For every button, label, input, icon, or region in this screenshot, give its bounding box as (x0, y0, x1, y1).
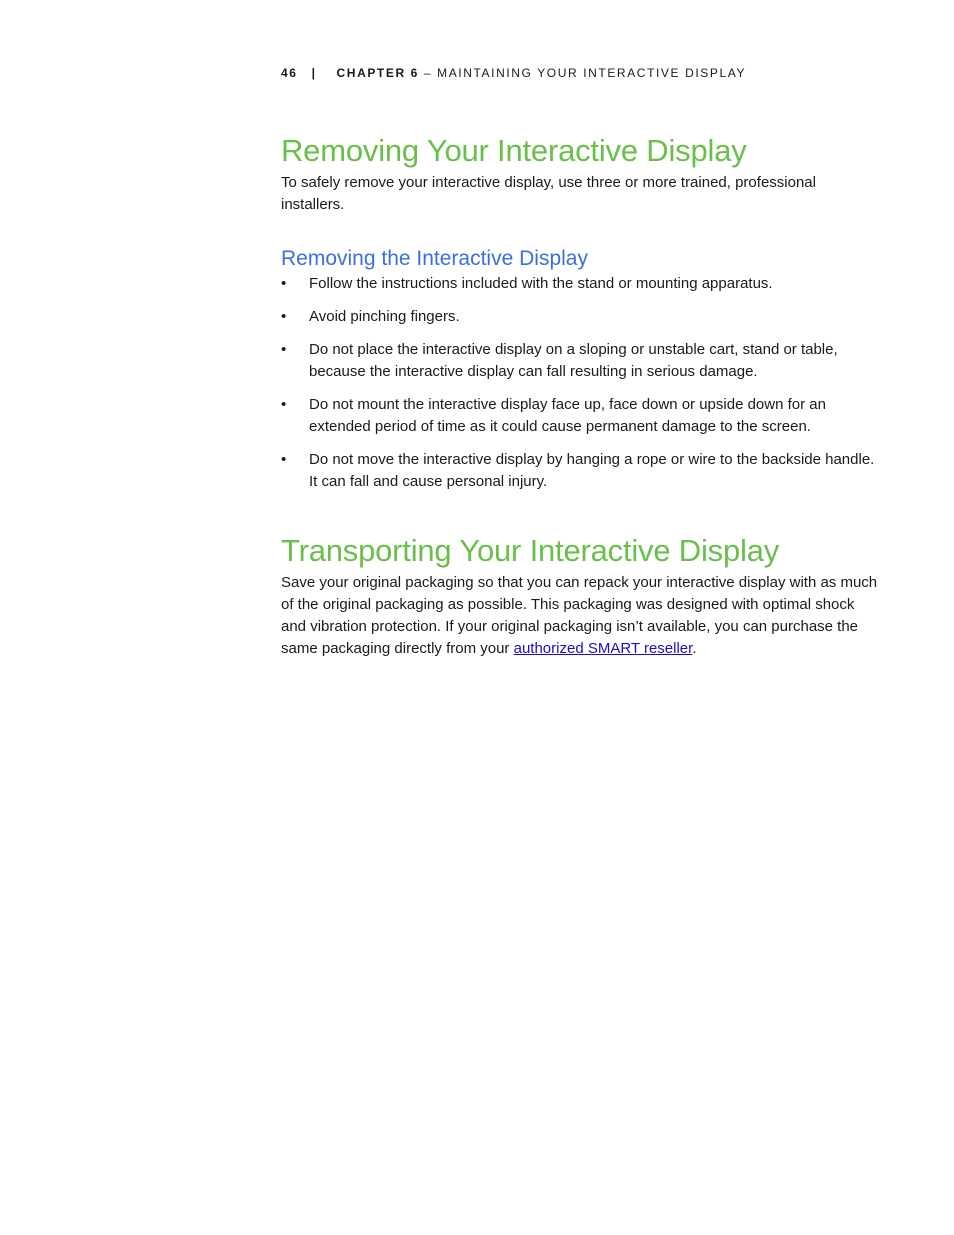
body-text: Save your original packaging so that you can repack your interactive display with as much of the original packaging as possible. This packaging was designed with optimal shock and vibration protection. If your original packaging isn’t available, you can purchase the same packaging directly from your (281, 574, 878, 657)
chapter-label: CHAPTER 6 (336, 66, 419, 80)
list-item (281, 394, 881, 438)
page-number: 46 (281, 66, 298, 80)
bullet-glyph: • (281, 341, 287, 358)
list-item (281, 449, 881, 493)
body-text-end: . (692, 640, 697, 657)
running-header (281, 66, 746, 80)
list-item (281, 306, 881, 328)
bullet-glyph: • (281, 275, 287, 292)
chapter-title: – MAINTAINING YOUR INTERACTIVE DISPLAY (418, 66, 747, 80)
list-item-text: Do not mount the interactive display face up, face down or upside down for an extended period of time as it could cause permanent damage to the screen. (309, 396, 826, 435)
header-separator: | (311, 66, 317, 80)
list-item-text: Follow the instructions included with the stand or mounting apparatus. (309, 275, 773, 292)
section-intro-removing: To safely remove your interactive display, use three or more trained, professional installers. (281, 174, 816, 213)
authorized-reseller-link[interactable]: authorized SMART reseller (513, 640, 693, 657)
list-item (281, 339, 881, 383)
bullet-glyph: • (281, 308, 287, 325)
section-title-removing: Removing Your Interactive Display (281, 133, 747, 168)
list-item (281, 273, 881, 295)
list-item-text: Avoid pinching fingers. (309, 308, 460, 325)
bullet-glyph: • (281, 396, 287, 413)
section-body-transporting (281, 572, 881, 660)
bullet-glyph: • (281, 451, 287, 468)
list-item-text: Do not move the interactive display by hanging a rope or wire to the backside handle. It can fall and cause personal injury. (309, 451, 875, 490)
list-item-text: Do not place the interactive display on a sloping or unstable cart, stand or table, because the interactive display can fall resulting in serious damage. (309, 341, 838, 380)
section-title-transporting: Transporting Your Interactive Display (281, 533, 780, 568)
bullet-list (281, 273, 881, 504)
subheading-removing: Removing the Interactive Display (281, 247, 588, 270)
